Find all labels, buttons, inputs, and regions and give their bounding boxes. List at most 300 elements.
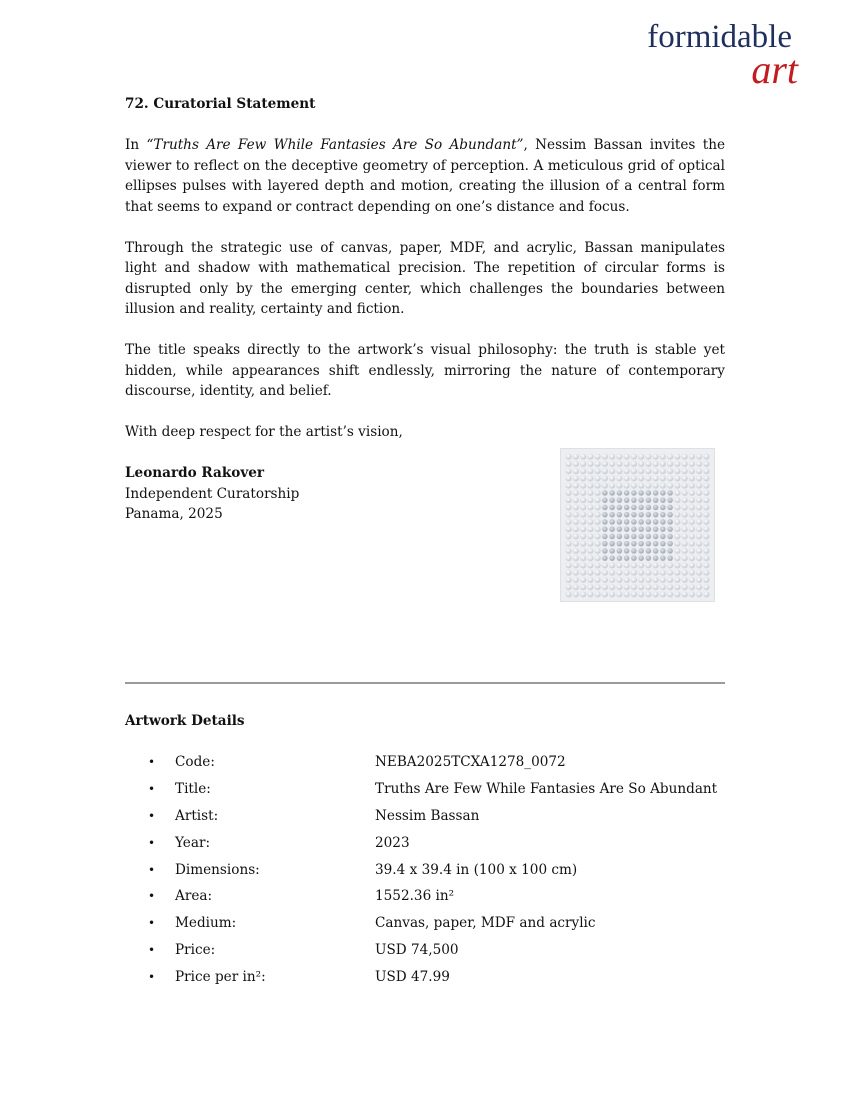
artwork-dot: [617, 555, 622, 560]
artwork-dot: [602, 526, 607, 531]
artwork-dot: [595, 512, 601, 518]
artwork-dot: [674, 512, 680, 518]
artwork-dot: [631, 497, 636, 502]
artwork-dot: [566, 512, 572, 518]
artwork-dot: [667, 555, 672, 560]
artwork-dot: [602, 584, 608, 590]
artwork-dot: [682, 533, 688, 539]
artwork-dot: [674, 461, 680, 467]
detail-label: Price per in²:: [175, 969, 266, 986]
artwork-dot: [696, 461, 702, 467]
artwork-dot: [696, 577, 702, 583]
artwork-dot: [624, 497, 629, 502]
artwork-dot: [580, 591, 586, 597]
artwork-dot: [653, 526, 658, 531]
artwork-dot: [646, 534, 651, 539]
artwork-dot: [638, 461, 644, 467]
artwork-dot: [580, 570, 586, 576]
artwork-dot: [674, 504, 680, 510]
artwork-dot: [696, 490, 702, 496]
artwork-dot: [573, 490, 579, 496]
artwork-dot: [617, 519, 622, 524]
artwork-dot: [595, 490, 601, 496]
artwork-dot: [653, 591, 659, 597]
artwork-dot: [653, 497, 658, 502]
artwork-dot: [674, 562, 680, 568]
statement-paragraph-2: Through the strategic use of canvas, paper, MDF, and acrylic, Bassan manipulates light and shadow with mathematical precision. The repetition of circular forms is disrupted only by the emerging center, which challenges the boundaries between illusion and reality, certainty and fiction.: [125, 239, 725, 317]
artwork-dot: [667, 461, 673, 467]
detail-row: [125, 939, 725, 966]
closing-line: With deep respect for the artist’s vision,: [125, 424, 403, 440]
artwork-dot: [696, 591, 702, 597]
artwork-dot: [638, 519, 643, 524]
artwork-dot: [609, 584, 615, 590]
artwork-dot: [587, 490, 593, 496]
artwork-dot: [660, 454, 666, 460]
detail-value: Truths Are Few While Fantasies Are So Abundant: [375, 780, 718, 797]
artwork-dot: [587, 591, 593, 597]
artwork-dot: [566, 454, 572, 460]
artwork-dot: [616, 570, 622, 576]
artwork-dot: [689, 591, 695, 597]
artwork-dot: [609, 519, 614, 524]
artwork-dot: [624, 454, 630, 460]
bullet-icon: •: [148, 808, 156, 823]
artwork-dot: [587, 548, 593, 554]
artwork-dot: [696, 512, 702, 518]
detail-value: 1552.36 in²: [375, 888, 455, 905]
artwork-dot: [682, 461, 688, 467]
artwork-dot: [609, 526, 614, 531]
artwork-dot: [703, 570, 709, 576]
artwork-dot: [587, 483, 593, 489]
artwork-dot: [653, 555, 658, 560]
artwork-dot: [667, 512, 672, 517]
bullet-icon: •: [148, 970, 156, 985]
artwork-dot: [573, 461, 579, 467]
artwork-dot: [602, 497, 607, 502]
artwork-dot: [703, 461, 709, 467]
artwork-dot: [616, 591, 622, 597]
artwork-dot: [566, 577, 572, 583]
artwork-dot: [689, 497, 695, 503]
artwork-dot: [660, 483, 666, 489]
artwork-dot-grid-image: [561, 449, 714, 601]
artwork-dot: [660, 548, 665, 553]
artwork-dot: [645, 591, 651, 597]
artwork-dot: [609, 562, 615, 568]
artwork-dot: [703, 512, 709, 518]
artwork-dot: [624, 577, 630, 583]
artwork-dot: [689, 483, 695, 489]
artwork-dot: [587, 541, 593, 547]
paragraph-1-text: , Nessim Bassan invites the viewer to reflect on the deceptive geometry of perception. A meticulous grid of optical ellipses pulses with layered depth and motion, creating the illusion of a central form that seems to expand or contract depending on one’s distance and focus.: [125, 137, 725, 215]
artwork-dot: [696, 483, 702, 489]
artwork-dot: [609, 548, 614, 553]
artwork-dot: [631, 526, 636, 531]
artwork-dot: [587, 533, 593, 539]
artwork-dot: [638, 584, 644, 590]
artwork-dot: [638, 475, 644, 481]
artwork-dot: [674, 519, 680, 525]
artwork-dot: [573, 454, 579, 460]
artwork-dot: [602, 512, 607, 517]
artwork-dot: [696, 475, 702, 481]
artwork-dot: [689, 512, 695, 518]
artwork-dot: [609, 591, 615, 597]
detail-label: Price:: [175, 942, 216, 959]
artwork-dot: [595, 461, 601, 467]
artwork-dot: [645, 461, 651, 467]
artwork-dot: [566, 533, 572, 539]
artwork-dot: [682, 512, 688, 518]
artwork-dot: [573, 548, 579, 554]
artwork-dot: [595, 483, 601, 489]
artwork-dot: [703, 577, 709, 583]
artwork-dot: [638, 534, 643, 539]
artwork-dot: [631, 505, 636, 510]
artwork-dot: [609, 505, 614, 510]
artwork-dot: [667, 519, 672, 524]
curator-role: Independent Curatorship: [125, 485, 300, 502]
artwork-dot: [595, 519, 601, 525]
artwork-dot: [595, 577, 601, 583]
artwork-dot: [682, 468, 688, 474]
artwork-dot: [674, 577, 680, 583]
artwork-dot: [703, 504, 709, 510]
artwork-dot: [696, 584, 702, 590]
artwork-dot: [631, 541, 636, 546]
artwork-dot: [631, 555, 636, 560]
artwork-dot: [660, 512, 665, 517]
artwork-dot: [566, 461, 572, 467]
artwork-dot: [696, 541, 702, 547]
detail-row: [125, 885, 725, 912]
artwork-dot: [573, 483, 579, 489]
artwork-dot: [580, 577, 586, 583]
artwork-dot: [580, 555, 586, 561]
artwork-dot: [566, 526, 572, 532]
artwork-dot: [587, 468, 593, 474]
artwork-dot: [660, 591, 666, 597]
artwork-dot: [602, 570, 608, 576]
artwork-dot: [703, 591, 709, 597]
artwork-dot: [696, 570, 702, 576]
artwork-dot: [667, 490, 672, 495]
artwork-dot: [587, 504, 593, 510]
artwork-dot: [587, 461, 593, 467]
artwork-dot: [566, 519, 572, 525]
artwork-dot: [646, 512, 651, 517]
artwork-dot: [689, 548, 695, 554]
detail-row: [125, 805, 725, 832]
artwork-dot: [595, 526, 601, 532]
artwork-dot: [580, 475, 586, 481]
artwork-dot: [645, 454, 651, 460]
artwork-dot: [645, 475, 651, 481]
artwork-dot: [595, 468, 601, 474]
artwork-dot: [682, 555, 688, 561]
artwork-dot: [602, 475, 608, 481]
artwork-dot: [573, 541, 579, 547]
artwork-dot: [580, 454, 586, 460]
artwork-dot: [696, 562, 702, 568]
artwork-dot: [609, 475, 615, 481]
artwork-dot: [595, 475, 601, 481]
artwork-dot: [689, 519, 695, 525]
artwork-dot: [617, 512, 622, 517]
artwork-dot: [566, 548, 572, 554]
artwork-dot: [696, 519, 702, 525]
artwork-dot: [573, 497, 579, 503]
artwork-dot: [638, 548, 643, 553]
artwork-dot: [631, 548, 636, 553]
artwork-dot: [703, 468, 709, 474]
detail-value: USD 74,500: [375, 942, 459, 959]
artwork-dot: [645, 562, 651, 568]
artwork-dot: [674, 570, 680, 576]
artwork-dot: [609, 461, 615, 467]
artwork-dot: [617, 497, 622, 502]
artwork-dot: [646, 555, 651, 560]
detail-row: [125, 778, 725, 805]
artwork-dot: [624, 526, 629, 531]
artwork-dot: [689, 526, 695, 532]
artwork-dot: [602, 468, 608, 474]
artwork-dot: [653, 505, 658, 510]
detail-row: [125, 751, 725, 778]
artwork-dot: [631, 562, 637, 568]
artwork-dot: [674, 483, 680, 489]
detail-label: Dimensions:: [175, 861, 260, 878]
artwork-dot: [645, 577, 651, 583]
artwork-dot: [587, 512, 593, 518]
artwork-dot: [646, 497, 651, 502]
artwork-dot: [566, 584, 572, 590]
artwork-dot: [580, 490, 586, 496]
artwork-dot: [682, 483, 688, 489]
artwork-thumbnail: [560, 448, 715, 602]
artwork-dot: [667, 541, 672, 546]
detail-row: [125, 912, 725, 939]
logo-wordmark: formidable: [647, 19, 792, 55]
artwork-dot: [573, 504, 579, 510]
artwork-dot: [689, 475, 695, 481]
artwork-dot: [624, 534, 629, 539]
artwork-dot: [645, 468, 651, 474]
artwork-dot: [660, 584, 666, 590]
artwork-dot: [638, 505, 643, 510]
artwork-dot: [696, 454, 702, 460]
artwork-dot: [587, 555, 593, 561]
artwork-dot: [580, 504, 586, 510]
bullet-icon: •: [148, 862, 156, 877]
artwork-dot: [602, 519, 607, 524]
artwork-dot: [660, 468, 666, 474]
artwork-dot: [703, 475, 709, 481]
artwork-dot: [645, 584, 651, 590]
detail-value: Canvas, paper, MDF and acrylic: [375, 915, 596, 932]
artwork-dot: [617, 534, 622, 539]
artwork-dot: [573, 475, 579, 481]
artwork-dot: [696, 497, 702, 503]
artwork-dot: [660, 534, 665, 539]
artwork-dot: [674, 584, 680, 590]
artwork-dot: [631, 519, 636, 524]
artwork-dot: [638, 526, 643, 531]
artwork-dot: [609, 468, 615, 474]
artwork-dot: [667, 570, 673, 576]
artwork-dot: [624, 548, 629, 553]
artwork-dot: [624, 475, 630, 481]
artwork-dot: [580, 584, 586, 590]
artwork-dot: [689, 584, 695, 590]
artwork-dot: [573, 526, 579, 532]
artwork-dot: [624, 570, 630, 576]
bullet-icon: •: [148, 781, 156, 796]
artwork-dot: [646, 490, 651, 495]
artwork-dot: [653, 475, 659, 481]
detail-label: Medium:: [175, 915, 237, 932]
artwork-dot: [595, 497, 601, 503]
artwork-dot: [689, 577, 695, 583]
artwork-dot: [595, 548, 601, 554]
artwork-dot: [609, 454, 615, 460]
artwork-dot: [696, 468, 702, 474]
artwork-title-italic: “Truths Are Few While Fantasies Are So Abundant”: [146, 137, 524, 153]
artwork-dot: [566, 504, 572, 510]
artwork-dot: [674, 591, 680, 597]
artwork-dot: [703, 519, 709, 525]
artwork-dot: [703, 490, 709, 496]
artwork-dot: [616, 468, 622, 474]
artwork-dot: [616, 562, 622, 568]
artwork-dot: [689, 461, 695, 467]
artwork-dot: [617, 541, 622, 546]
artwork-dot: [587, 497, 593, 503]
artwork-dot: [638, 555, 643, 560]
artwork-dot: [689, 454, 695, 460]
artwork-dot: [631, 570, 637, 576]
artwork-dot: [674, 475, 680, 481]
artwork-dot: [573, 555, 579, 561]
artwork-dot: [566, 570, 572, 576]
artwork-dot: [580, 533, 586, 539]
artwork-dot: [580, 519, 586, 525]
artwork-dot: [667, 584, 673, 590]
artwork-dot: [653, 570, 659, 576]
artwork-dot: [616, 483, 622, 489]
artwork-dot: [602, 577, 608, 583]
artwork-dot: [703, 454, 709, 460]
artwork-dot: [696, 533, 702, 539]
artwork-dot: [624, 468, 630, 474]
artwork-dot: [595, 591, 601, 597]
artwork-dot: [580, 562, 586, 568]
artwork-dot: [631, 591, 637, 597]
artwork-dot: [580, 461, 586, 467]
artwork-dot: [602, 490, 607, 495]
artwork-dot: [631, 454, 637, 460]
artwork-dot: [580, 548, 586, 554]
artwork-dot: [660, 497, 665, 502]
artwork-dot: [667, 497, 672, 502]
artwork-dot: [703, 555, 709, 561]
artwork-dot: [580, 512, 586, 518]
artwork-dot: [703, 497, 709, 503]
artwork-dot: [566, 555, 572, 561]
artwork-dot: [638, 490, 643, 495]
artwork-dot: [638, 454, 644, 460]
statement-heading: 72. Curatorial Statement: [125, 96, 316, 112]
artwork-dot: [646, 541, 651, 546]
artwork-dot: [616, 577, 622, 583]
artwork-dot: [653, 541, 658, 546]
artwork-dot: [573, 570, 579, 576]
artwork-dot: [653, 577, 659, 583]
artwork-dot: [653, 483, 659, 489]
artwork-dot: [580, 468, 586, 474]
artwork-dot: [573, 512, 579, 518]
artwork-dot: [667, 475, 673, 481]
artwork-dot: [617, 505, 622, 510]
artwork-dot: [573, 577, 579, 583]
artwork-dot: [595, 533, 601, 539]
detail-value: 2023: [375, 834, 410, 851]
artwork-dot: [653, 534, 658, 539]
artwork-dot: [660, 519, 665, 524]
artwork-dot: [653, 584, 659, 590]
artwork-dot: [573, 533, 579, 539]
artwork-details-heading: Artwork Details: [125, 713, 245, 729]
detail-row: [125, 832, 725, 859]
artwork-dot: [703, 541, 709, 547]
artwork-dot: [580, 497, 586, 503]
artwork-dot: [682, 526, 688, 532]
artwork-dot: [674, 555, 680, 561]
artwork-dot: [653, 454, 659, 460]
bullet-icon: •: [148, 755, 156, 769]
artwork-dot: [566, 497, 572, 503]
artwork-dot: [667, 548, 672, 553]
artwork-dot: [602, 483, 608, 489]
artwork-dot: [566, 468, 572, 474]
artwork-dot: [682, 584, 688, 590]
artwork-dot: [631, 468, 637, 474]
artwork-dot: [660, 490, 665, 495]
artwork-dot: [631, 584, 637, 590]
artwork-dot: [609, 555, 614, 560]
artwork-dot: [624, 591, 630, 597]
formidable-art-logo: [620, 18, 800, 92]
artwork-dot: [696, 548, 702, 554]
artwork-dot: [667, 591, 673, 597]
artwork-dot: [660, 461, 666, 467]
artwork-dot: [653, 461, 659, 467]
artwork-dot: [595, 562, 601, 568]
artwork-dot: [566, 483, 572, 489]
artwork-dot: [624, 541, 629, 546]
artwork-dot: [602, 454, 608, 460]
artwork-dot: [660, 505, 665, 510]
artwork-dot: [631, 483, 637, 489]
artwork-dot: [689, 468, 695, 474]
artwork-dot: [587, 526, 593, 532]
artwork-dot: [653, 548, 658, 553]
artwork-dot: [566, 591, 572, 597]
artwork-dot: [682, 454, 688, 460]
artwork-dot: [682, 570, 688, 576]
